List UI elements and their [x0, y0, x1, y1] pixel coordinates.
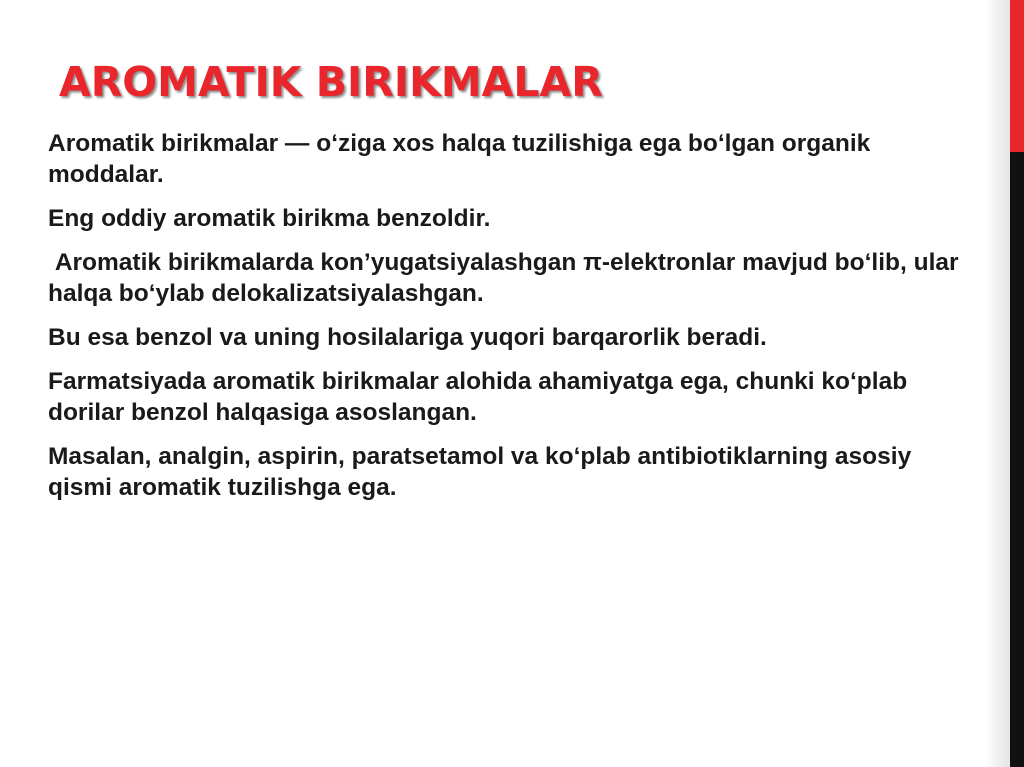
edge-shadow — [985, 0, 1010, 767]
paragraph-definition: Aromatik birikmalar — o‘ziga xos halqa tuzilishiga ega bo‘lgan organik moddalar. — [48, 130, 871, 188]
slide-body — [48, 128, 978, 516]
paragraph-stability: Bu esa benzol va uning hosilalariga yuqori barqarorlik beradi. — [48, 324, 767, 351]
slide-title: AROMATIK BIRIKMALAR — [59, 58, 603, 106]
paragraph-benzene: Eng oddiy aromatik birikma benzoldir. — [48, 205, 491, 232]
paragraph-pi-electrons: Aromatik birikmalarda kon’yugatsiyalashgan π-elektronlar mavjud bo‘lib, ular halqa bo‘ylab delokalizatsiyalashgan. — [48, 249, 966, 307]
paragraph-pharmacy: Farmatsiyada aromatik birikmalar alohida ahamiyatga ega, chunki ko‘plab dorilar benzol halqasiga asoslangan. — [48, 368, 908, 426]
accent-bar-red — [1010, 0, 1024, 152]
accent-bar-dark — [1010, 152, 1024, 767]
paragraph-examples: Masalan, analgin, aspirin, paratsetamol va ko‘plab antibiotiklarning asosiy qismi aromatik tuzilishga ega. — [48, 443, 912, 501]
